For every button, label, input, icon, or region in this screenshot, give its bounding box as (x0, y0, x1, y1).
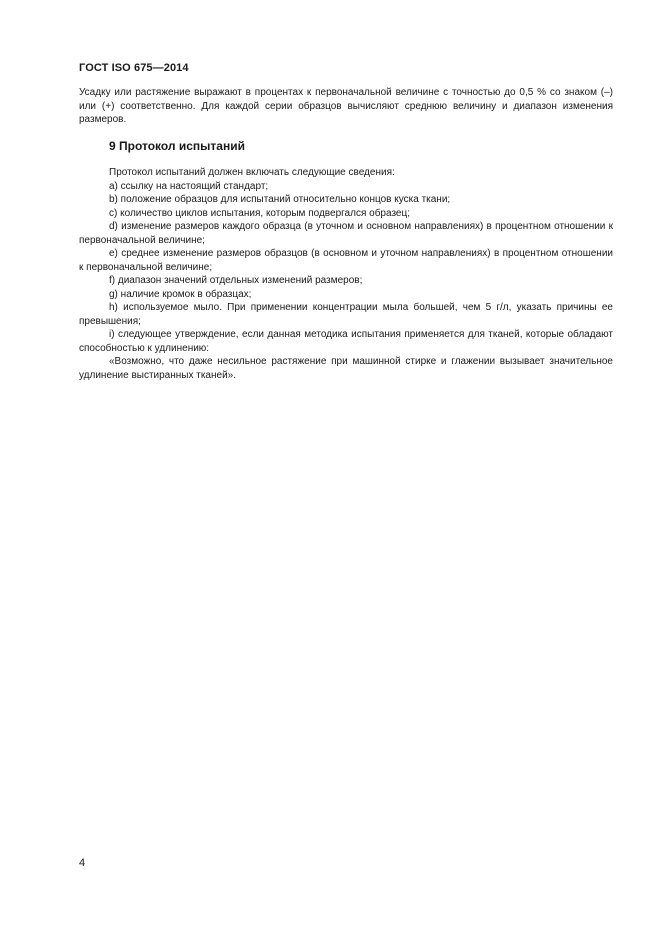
list-item-h: h) используемое мыло. При применении концентрации мыла большей, чем 5 г/л, указать причины ее превышения; (79, 302, 613, 327)
list-item-d: d) изменение размеров каждого образца (в уточном и основном направлениях) в процентном отношении к первоначальной величине; (79, 221, 613, 246)
list-item-a: a) ссылку на настоящий стандарт; (109, 180, 269, 192)
intro-paragraph: Усадку или растяжение выражают в процентах к первоначальной величине с точностью до 0,5 % со знаком (–) или (+) соответственно. Для каждой серии образцов вычисляют среднюю величину и диапазон изменения размеров. (79, 87, 613, 125)
quoted-statement: «Возможно, что даже несильное растяжение при машинной стирке и глажении вызывает значительное удлинение выстиранных тканей». (79, 356, 613, 381)
section-body (79, 166, 613, 382)
list-item-e: e) среднее изменение размеров образцов (в основном и уточном направлениях) в процентном отношении к первоначальной величине; (79, 248, 613, 273)
paragraph-lead: Протокол испытаний должен включать следующие сведения: (109, 167, 395, 178)
section-title: 9 Протокол испытаний (109, 139, 245, 153)
page-number: 4 (79, 857, 86, 869)
list-item-b: b) положение образцов для испытаний относительно концов куска ткани; (109, 194, 451, 205)
list-item-c: c) количество циклов испытания, которым подвергался образец; (109, 207, 410, 219)
list-item-i: i) следующее утверждение, если данная методика испытания применяется для тканей, которые обладают способностью к удлинению: (79, 329, 613, 354)
list-item-f: f) диапазон значений отдельных изменений размеров; (109, 275, 363, 286)
document-header: ГОСТ ISO 675—2014 (79, 62, 189, 74)
list-item-g: g) наличие кромок в образцах; (109, 288, 252, 300)
